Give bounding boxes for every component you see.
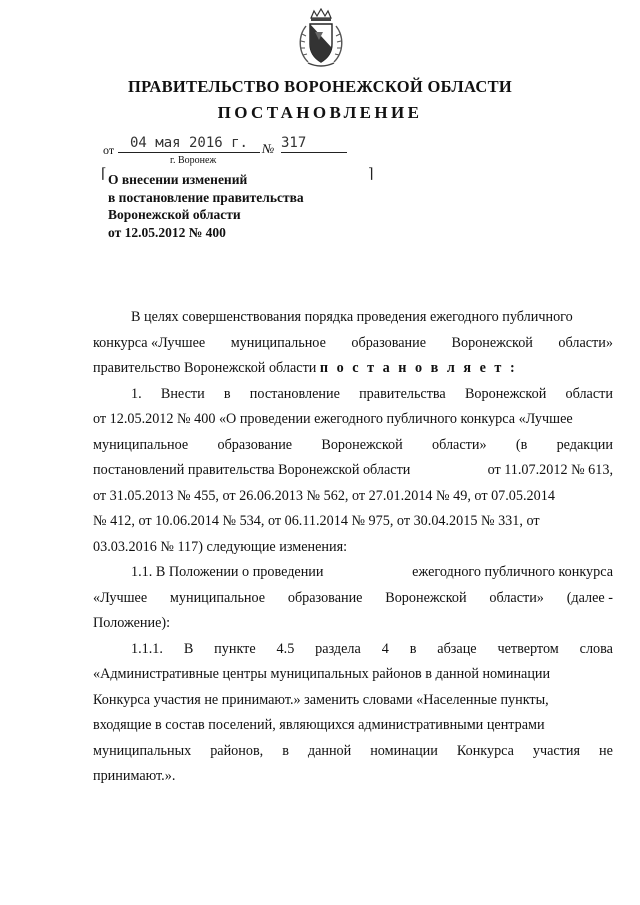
body-text: правительство Воронежской области [93,360,320,376]
body-text: 1.1. В Положении о проведении [131,564,324,580]
subject-line: Воронежской области [108,207,241,222]
body-text: «Лучшее [93,589,148,606]
body-text: в [409,640,417,657]
body-line [93,356,613,382]
body-text: В целях совершенствования порядка проведения ежегодного публичного [131,309,573,325]
body-line [93,713,613,739]
body-line [93,382,613,408]
body-text: области [565,385,613,402]
body-text: Воронежской [321,436,403,453]
body-text: в [223,385,231,402]
body-text: ежегодного публичного конкурса [412,564,613,580]
subject-line: О внесении изменений [108,172,248,187]
body-line [93,407,613,433]
body-text: от 12.05.2012 № 400 «О проведении ежегодного публичного конкурса «Лучшее [93,411,573,427]
body-line [93,433,613,459]
body-line [93,764,613,790]
body-text: от 31.05.2013 № 455, от 26.06.2013 № 562, от 27.01.2014 № 49, от 07.05.2014 [93,487,555,504]
number-label: № [262,141,275,156]
body-text: районов, [210,742,264,759]
body-line [93,305,613,331]
body-text: муниципальное [93,436,189,453]
body-text: «Административные центры муниципальных районов в данной номинации [93,666,551,682]
document-subject [108,171,368,241]
body-line [93,535,613,561]
body-line [93,331,613,357]
body-text: Воронежской [451,334,533,351]
body-text: образование [287,589,363,606]
body-line [93,739,613,765]
body-text: не [599,742,613,759]
body-paragraph [93,637,613,790]
body-line [93,560,613,586]
document-body [93,305,613,790]
body-text: от 11.07.2012 № 613, [487,462,613,478]
body-text: № 412, от 10.06.2014 № 534, от 06.11.2014 № 975, от 30.04.2015 № 331, от [93,513,540,529]
body-text: редакции [556,436,613,453]
body-text: образование [217,436,293,453]
body-text: образование [351,334,427,351]
body-text: области» [558,334,613,351]
body-text: Положение): [93,615,171,631]
body-text: 1.1.1. [131,640,163,657]
body-text: правительства [359,385,446,402]
body-line [93,586,613,612]
date-label: от [103,143,115,157]
body-text: муниципальных [93,742,192,759]
body-text: муниципальное [169,589,266,606]
body-text: четвертом [497,640,559,657]
body-line [93,458,613,484]
body-text: 4 [381,640,389,657]
organization-title: ПРАВИТЕЛЬСТВО ВОРОНЕЖСКОЙ ОБЛАСТИ [127,77,513,96]
body-text: 1. [131,385,142,402]
body-text: постановление [249,385,340,402]
resolution-verb: п о с т а н о в л я е т : [319,360,518,376]
body-text: области» [489,589,544,606]
document-city: г. Воронеж [170,155,217,166]
subject-line: в постановление правительства [108,189,304,205]
body-text: (далее - [566,589,613,606]
body-text: В [183,640,194,657]
body-line [93,484,613,510]
body-text: постановлений правительства Воронежской области [93,462,411,478]
body-line [93,688,613,714]
body-text: входящие в состав поселений, являющихся административными центрами [93,717,545,733]
body-line [93,662,613,688]
body-text: раздела [315,640,361,657]
body-paragraph [93,560,613,637]
body-text: в [282,742,289,759]
document-date: 04 мая 2016 г. [118,134,260,153]
body-text: данной [307,742,352,759]
body-text: 4.5 [276,640,295,657]
body-text: пункте [214,640,256,657]
coat-of-arms-icon [296,8,346,70]
body-text: (в [515,436,528,453]
body-text: 03.03.2016 № 117) следующие изменения: [93,538,348,555]
body-text: номинации [370,742,438,759]
body-text: муниципальное [230,334,326,351]
body-text: Воронежской [464,385,547,402]
body-text: принимают.». [93,768,176,784]
body-text: участия [532,742,581,759]
body-text: абзаце [437,640,477,657]
subject-bracket-left: ⌈ [101,167,107,182]
body-text: конкурса «Лучшее [93,334,206,351]
subject-line: от 12.05.2012 № 400 [108,224,226,240]
body-text: Воронежской [385,589,467,606]
body-text: слова [579,640,613,657]
document-number: 317 [281,134,347,153]
subject-bracket-right: ⌉ [368,167,374,182]
body-line [93,611,613,637]
body-text: Конкурса участия не принимают.» заменить словами «Населенные пункты, [93,691,549,708]
body-line [93,637,613,663]
body-text: Внести [160,385,205,402]
body-text: области» [432,436,487,453]
body-text: Конкурса [456,742,514,759]
body-paragraph [93,305,613,382]
document-type: ПОСТАНОВЛЕНИЕ [217,103,423,122]
body-line [93,509,613,535]
body-paragraph [93,382,613,561]
